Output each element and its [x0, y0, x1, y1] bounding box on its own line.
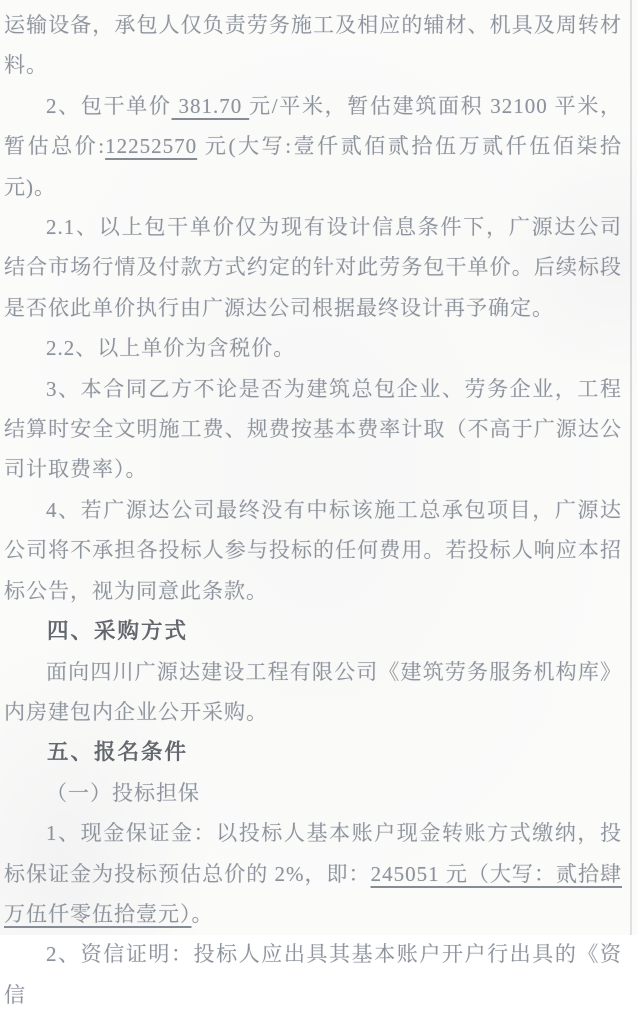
paragraph-text: 元/平米，暂估建筑面积 32100 平米，暂估总价: [4, 93, 623, 159]
scan-edge-line [630, 0, 632, 935]
paragraph-text: 。 [191, 901, 214, 926]
paragraph-text: 2.1、以上包干单价仅为现有设计信息条件下，广源达公司结合市场行情及付款方式约定的针对此劳务包干单价。后续标段是否依此单价执行由广源达公司根据最终设计再予确定。 [4, 215, 622, 320]
section-heading-registration-conditions: 五、报名条件 [47, 740, 189, 765]
paragraph-text: 2.2、以上单价为含税价。 [46, 336, 296, 361]
paragraph-clause-2-1 [4, 207, 622, 328]
deposit-amount-value: 245051 元（大写：贰拾肆万伍仟零伍拾壹元） [4, 861, 623, 926]
paragraph-text: 1、现金保证金：以投标人基本账户现金转账方式缴纳，投标保证金为投标预估总价的 2%，即： [4, 821, 622, 886]
paragraph-credit-certificate [4, 934, 622, 1015]
paragraph-text: 3、本合同乙方不论是否为建筑总包企业、劳务企业，工程结算时安全文明施工费、规费按基本费率计取（不高于广源达公司计取费率）。 [4, 376, 622, 482]
paragraph-text: （一）投标担保 [46, 780, 200, 805]
paragraph-unit-price [4, 86, 622, 207]
paragraph-text: 元(大写:壹仟贰佰贰拾伍万贰仟伍佰柒拾元)。 [4, 134, 622, 199]
paragraph-text: 2、包干单价 [46, 93, 172, 118]
paragraph-carryover [4, 5, 622, 86]
paragraph-clause-2-2 [4, 328, 622, 368]
total-price-value: 12252570 [105, 134, 198, 159]
subheading-bid-guarantee [4, 773, 622, 813]
paragraph-cash-deposit [4, 813, 622, 934]
unit-price-value: 381.70 [171, 93, 250, 118]
paragraph-text: 运输设备，承包人仅负责劳务施工及相应的辅材、机具及周转材料。 [4, 13, 622, 78]
section-heading-procurement-method: 四、采购方式 [47, 619, 189, 644]
paragraph-text: 面向四川广源达建设工程有限公司《建筑劳务服务机构库》内房建包内企业公开采购。 [4, 659, 622, 724]
paragraph-text: 2、资信证明：投标人应出具其基本账户开户行出具的《资信 [4, 942, 622, 1007]
paragraph-clause-3 [4, 369, 622, 490]
paragraph-procurement-method [4, 652, 622, 733]
paragraph-clause-4 [4, 490, 622, 611]
paragraph-text: 4、若广源达公司最终没有中标该施工总承包项目，广源达公司将不承担各投标人参与投标的任何费用。若投标人响应本招标公告，视为同意此条款。 [4, 497, 622, 603]
